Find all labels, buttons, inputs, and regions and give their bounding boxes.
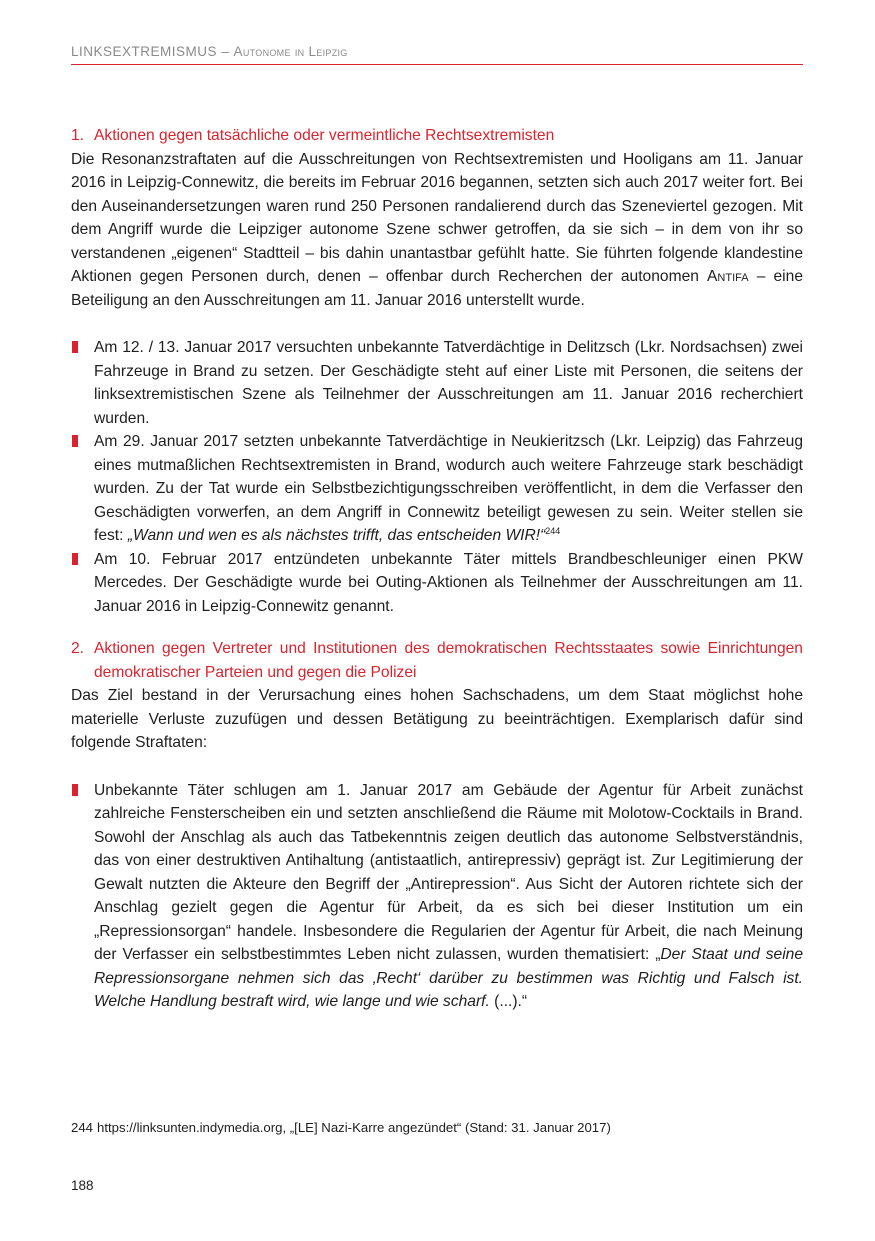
section-1-list xyxy=(71,336,803,618)
header-subtitle: Autonome in Leipzig xyxy=(233,44,348,59)
antifa-term: Antifa xyxy=(707,268,749,285)
section-2-number: 2. xyxy=(71,640,85,657)
list-item: Am 10. Februar 2017 entzündeten unbekannte Täter mittels Brandbeschleuniger einen PKW Mercedes. Der Geschädigte wurde bei Outing-Aktionen als Teilnehmer der Ausschreitungen am 11. Januar 2016 in Leipzig-Connewitz genannt. xyxy=(71,548,803,619)
section-1-paragraph-part1: Die Resonanzstraftaten auf die Ausschreitungen von Rechtsextremisten und Hooligans am 11. Januar 2016 in Leipzig-Connewitz, die bereits im Februar 2016 begannen, setzten sich auch 2017 weiter fort. Bei den Auseinandersetzungen waren rund 250 Personen randalierend durch das Szeneviertel gezogen. Mit dem Angriff wurde die Leipziger autonome Szene schwer getroffen, da sie sich – in dem von ihr so verstandenen „eigenen“ Stadtteil – bis dahin unantastbar gefühlt hatte. Sie führten folgende klandestine Aktionen gegen Personen durch, denen – offenbar durch Recherchen der autonomen xyxy=(71,150,803,285)
section-2-list xyxy=(71,779,803,1014)
section-1-paragraph-part2: – eine Beteiligung an den Ausschreitungen am 11. Januar 2016 unterstellt wurde. xyxy=(71,268,803,309)
page-number: 188 xyxy=(71,1178,94,1193)
section-1-number: 1. xyxy=(71,127,85,144)
header-dash: – xyxy=(217,44,234,59)
footnote xyxy=(71,1119,803,1137)
list-item-text-end: (...).“ xyxy=(489,993,528,1010)
list-item-text: Unbekannte Täter schlugen am 1. Januar 2017 am Gebäude der Agentur für Arbeit zunächst zahlreiche Fensterscheiben ein und setzten anschließend die Räume mit Molotow-Cocktails in Brand. Sowohl der Anschlag als auch das Tatbekenntnis zeigen deutlich das autonome Selbstverständnis, das von einer destruktiven Antihaltung (antistaatlich, antirepressiv) geprägt ist. Zur Legitimierung der Gewalt nutzten die Akteure den Begriff der „Antirepression“. Aus Sicht der Autoren richtete sich der Anschlag gezielt gegen die Agentur für Arbeit, da es sich bei dieser Institution um ein „Repressionsorgan“ handele. Insbesondere die Regularien der Agentur für Arbeit, die nach Meinung der Verfasser ein selbstbestimmtes Leben nicht zulassen, wurden thematisiert: „ xyxy=(94,781,803,963)
quote: Der Staat und seine Repressionsorgane nehmen sich das ‚Recht‘ darüber zu bestimmen was Richtig und Falsch ist. Welche Handlung bestraft wird, wie lange und wie scharf. xyxy=(94,946,803,1010)
footnote-number: 244 xyxy=(71,1120,94,1135)
footnote-ref: 244 xyxy=(545,526,561,536)
list-item: Am 12. / 13. Januar 2017 versuchten unbekannte Tatverdächtige in Delitzsch (Lkr. Nordsachsen) zwei Fahrzeuge in Brand zu setzen. Der Geschädigte steht auf einer Liste mit Personen, die seitens der linksextremistischen Szene als Teilnehmer der Ausschreitungen am 11. Januar 2016 recherchiert wurden. xyxy=(71,336,803,430)
running-header xyxy=(71,44,803,65)
list-item xyxy=(71,430,803,548)
list-item xyxy=(71,779,803,1014)
header-title: LINKSEXTREMISMUS xyxy=(71,44,218,59)
list-item-text: Am 29. Januar 2017 setzten unbekannte Tatverdächtige in Neukieritzsch (Lkr. Leipzig) das Fahrzeug eines mutmaßlichen Rechtsextremisten in Brand, wodurch auch weitere Fahrzeuge stark beschädigt wurden. Zu der Tat wurde ein Selbstbezichtigungsschreiben veröffentlicht, in dem die Verfasser den Geschädigten vorwerfen, an dem Angriff in Connewitz beteiligt gewesen zu sein. Weiter stellen sie fest: xyxy=(94,433,803,544)
body-text xyxy=(71,124,803,1014)
section-1-heading xyxy=(71,124,803,148)
footnote-text: https://linksunten.indymedia.org, „[LE] Nazi-Karre angezündet“ (Stand: 31. Januar 2017) xyxy=(97,1120,611,1135)
quote: „Wann und wen es als nächstes trifft, das entscheiden WIR!“ xyxy=(127,527,546,544)
section-2-title: Aktionen gegen Vertreter und Institutionen des demokratischen Rechtsstaates sowie Einrichtungen demokratischer Parteien und gegen die Polizei xyxy=(94,640,803,681)
section-1-paragraph xyxy=(71,148,803,313)
section-1-title: Aktionen gegen tatsächliche oder vermeintliche Rechtsextremisten xyxy=(94,127,555,144)
section-2-paragraph: Das Ziel bestand in der Verursachung eines hohen Sachschadens, um dem Staat möglichst hohe materielle Verluste zuzufügen und dessen Betätigung zu beeinträchtigen. Exemplarisch dafür sind folgende Straftaten: xyxy=(71,687,803,751)
section-2-heading xyxy=(71,637,803,684)
